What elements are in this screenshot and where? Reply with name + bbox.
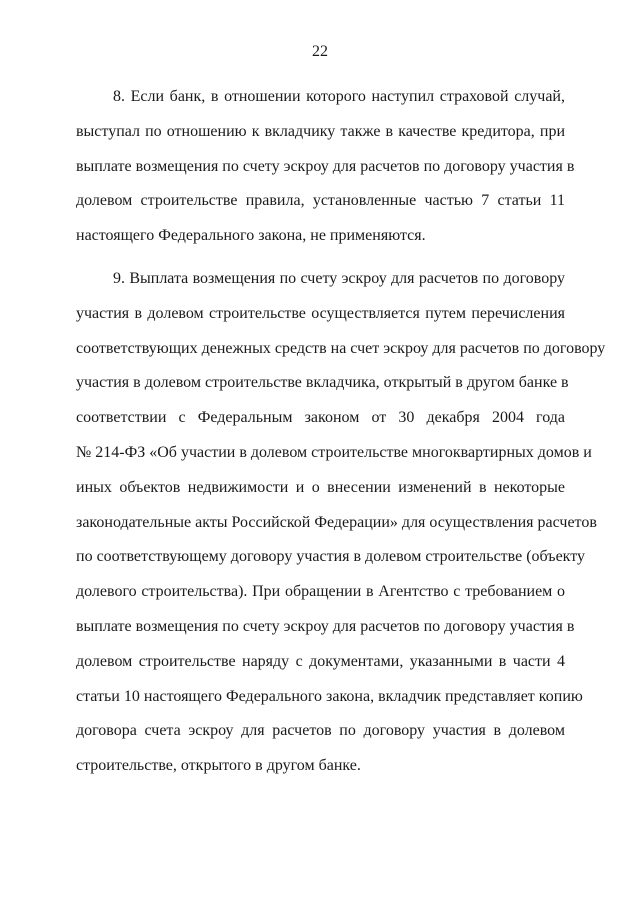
text-line: долевом строительстве правила, установленные частью 7 статьи 11 (76, 192, 565, 210)
page-number: 22 (312, 43, 328, 60)
paragraph-spacer (76, 254, 565, 262)
text-line: соответствии с Федеральным законом от 30 декабря 2004 года (76, 409, 565, 427)
text-line: строительстве, открытого в другом банке. (76, 757, 361, 775)
text-line: договора счета эскроу для расчетов по договору участия в долевом (76, 722, 565, 740)
text-line: долевого строительства). При обращении в Агентство с требованием о (76, 583, 565, 601)
text-line: статьи 10 настоящего Федерального закона, вкладчик представляет копию (76, 687, 583, 705)
text-line: выступал по отношению к вкладчику также в качестве кредитора, при (76, 122, 565, 140)
text-line: долевом строительстве наряду с документами, указанными в части 4 (76, 652, 565, 670)
text-line: № 214-ФЗ «Об участии в долевом строительстве многоквартирных домов и (76, 443, 592, 461)
text-line: 8. Если банк, в отношении которого наступил страховой случай, (113, 88, 565, 105)
text-line: соответствующих денежных средств на счет эскроу для расчетов по договору (76, 339, 606, 357)
text-line: выплате возмещения по счету эскроу для расчетов по договору участия в (76, 617, 575, 635)
document-body (76, 80, 606, 784)
text-line: настоящего Федерального закона, не применяются. (76, 227, 426, 245)
text-line: иных объектов недвижимости и о внесении изменений в некоторые (76, 478, 565, 496)
text-line: законодательные акты Российской Федерации» для осуществления расчетов (76, 513, 597, 531)
paragraph-8 (76, 80, 575, 254)
text-line: участия в долевом строительстве осуществляется путем перечисления (76, 304, 565, 322)
text-line: выплате возмещения по счету эскроу для расчетов по договору участия в (76, 157, 575, 175)
paragraph-9 (76, 262, 606, 784)
text-line: 9. Выплата возмещения по счету эскроу для расчетов по договору (113, 269, 565, 287)
text-line: участия в долевом строительстве вкладчика, открытый в другом банке в (76, 374, 569, 392)
text-line: по соответствующему договору участия в долевом строительстве (объекту (76, 548, 586, 566)
